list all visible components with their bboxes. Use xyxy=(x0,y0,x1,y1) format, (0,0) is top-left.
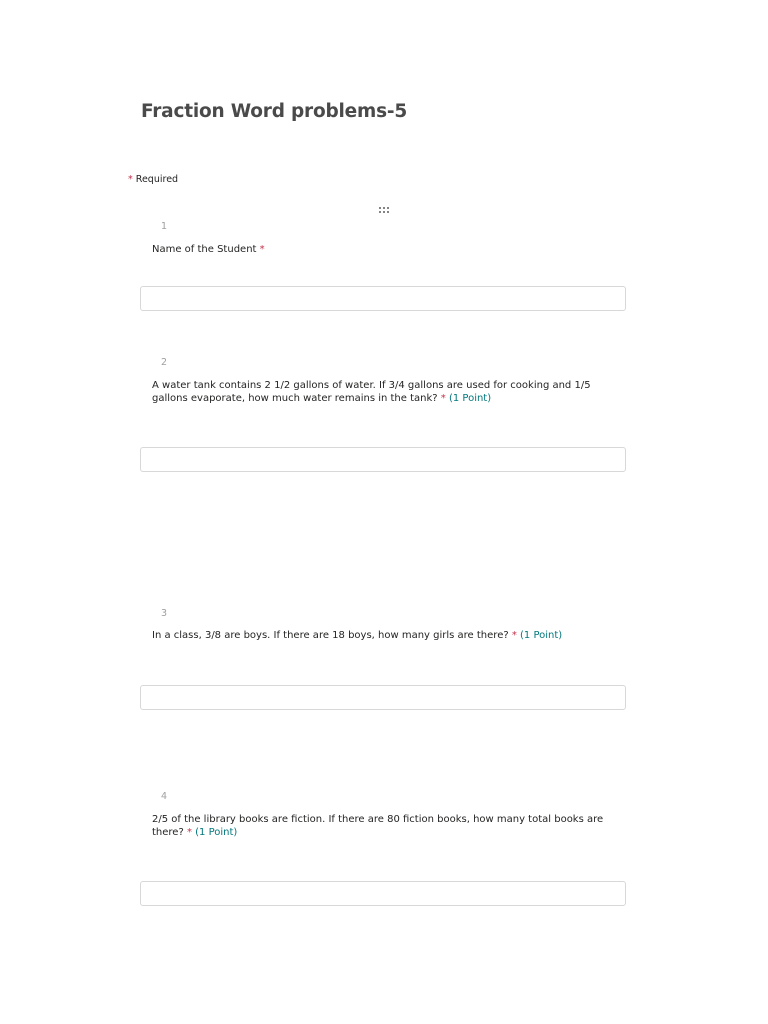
question-2-number: 2 xyxy=(161,357,168,368)
required-note xyxy=(128,174,178,185)
drag-handle-icon[interactable] xyxy=(379,207,391,215)
question-3-text xyxy=(152,630,628,643)
question-4-required-asterisk: * xyxy=(186,826,192,838)
question-4-text xyxy=(152,814,628,839)
question-3-label: In a class, 3/8 are boys. If there are 18 boys, how many girls are there? xyxy=(152,630,509,641)
question-4-number: 4 xyxy=(161,791,168,802)
question-2-points: (1 Point) xyxy=(448,392,492,404)
question-1-required-asterisk: * xyxy=(259,244,265,255)
question-3-number: 3 xyxy=(161,608,168,619)
question-4-label: 2/5 of the library books are fiction. If there are 80 fiction books, how many total books are there? xyxy=(152,814,604,838)
question-2-text xyxy=(152,380,628,405)
question-3-required-asterisk: * xyxy=(511,630,517,641)
question-4-answer-input[interactable] xyxy=(140,881,626,906)
question-1-label: Name of the Student xyxy=(152,244,257,255)
question-3-points: (1 Point) xyxy=(520,630,563,641)
question-3-answer-input[interactable] xyxy=(140,685,626,710)
question-1-number: 1 xyxy=(161,221,168,232)
question-4-points: (1 Point) xyxy=(195,826,238,838)
required-asterisk: * xyxy=(128,174,133,185)
question-2-required-asterisk: * xyxy=(440,392,446,404)
question-2-label: A water tank contains 2 1/2 gallons of water. If 3/4 gallons are used for cooking and 1/5 gallons evaporate, how much water remains in the tank? xyxy=(152,380,591,404)
required-label: Required xyxy=(135,174,179,185)
question-1-answer-input[interactable] xyxy=(140,286,626,311)
form-title: Fraction Word problems-5 xyxy=(141,101,408,122)
question-2-answer-input[interactable] xyxy=(140,447,626,472)
question-1-text xyxy=(152,244,628,257)
